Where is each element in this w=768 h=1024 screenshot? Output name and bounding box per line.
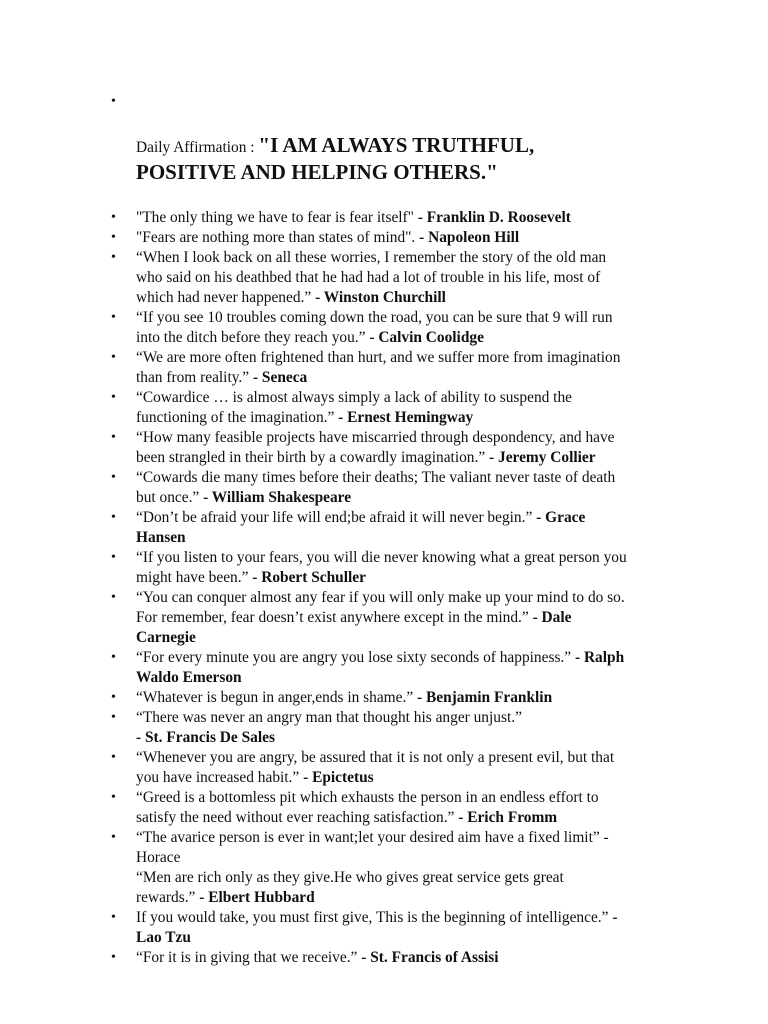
quote-text: “Greed is a bottomless pit which exhausts the person in an endless effort to satisfy the need without ever reaching satisfaction.” — [136, 789, 599, 826]
quote-text: “If you listen to your fears, you will die never knowing what a great person you might have been.” — [136, 549, 627, 586]
quote-author: - Erich Fromm — [458, 809, 558, 826]
quote-item — [0, 308, 708, 348]
quote-text: “The avarice person is ever in want;let your desired aim have a fixed limit” - Horace “Men are rich only as they give.He who gives great service gets great rewards.” — [136, 829, 609, 906]
bullet-icon: • — [111, 350, 116, 365]
bullet-icon: • — [111, 710, 116, 725]
bullet-icon: • — [111, 750, 116, 765]
bullet-icon: • — [111, 310, 116, 325]
quote-item — [0, 648, 708, 688]
quote-text: “For it is in giving that we receive.” — [136, 949, 362, 966]
quote-item — [0, 708, 708, 748]
quote-item — [0, 208, 708, 228]
quote-text: “When I look back on all these worries, I remember the story of the old man who said on his deathbed that he had had a lot of trouble in his life, most of which had never happened.” — [136, 249, 607, 306]
bullet-icon: • — [111, 830, 116, 845]
quote-author: - Epictetus — [303, 769, 374, 786]
quote-item — [0, 588, 708, 648]
bullet-icon: • — [111, 790, 116, 805]
quote-text: “Cowardice … is almost always simply a lack of ability to suspend the functioning of the imagination.” — [136, 389, 572, 426]
quote-author: - Franklin D. Roosevelt — [417, 209, 571, 226]
quote-author: - Napoleon Hill — [419, 229, 520, 246]
bullet-icon: • — [111, 430, 116, 445]
quote-author: - William Shakespeare — [203, 489, 352, 506]
quote-item — [0, 788, 708, 828]
daily-affirmation-item — [0, 92, 708, 206]
bullet-icon: • — [111, 250, 116, 265]
bullet-icon: • — [111, 94, 116, 109]
quote-text: “How many feasible projects have miscarried through despondency, and have been strangled in their birth by a cowardly imagination.” — [136, 429, 615, 466]
bullet-icon: • — [111, 650, 116, 665]
quote-item — [0, 428, 708, 468]
quote-item — [0, 348, 708, 388]
bullet-icon: • — [111, 550, 116, 565]
bullet-icon: • — [111, 950, 116, 965]
quote-text: “We are more often frightened than hurt, and we suffer more from imagination than from reality.” — [136, 349, 621, 386]
bullet-icon: • — [111, 230, 116, 245]
quote-author: - Robert Schuller — [252, 569, 366, 586]
quote-text: “Whatever is begun in anger,ends in shame.” — [136, 689, 418, 706]
quote-item — [0, 828, 708, 908]
quote-author: - Seneca — [252, 369, 308, 386]
quote-item — [0, 688, 708, 708]
quote-text: “You can conquer almost any fear if you will only make up your mind to do so. For remember, fear doesn’t exist anywhere except in the mind.” — [136, 589, 625, 626]
quote-item — [0, 948, 708, 968]
quote-text: "Fears are nothing more than states of mind". — [136, 229, 420, 246]
quote-author: - Lao Tzu — [136, 909, 618, 946]
quote-author: - Grace Hansen — [136, 509, 586, 546]
quote-item — [0, 228, 708, 248]
quote-author: - Winston Churchill — [315, 289, 446, 306]
quote-item — [0, 388, 708, 428]
quote-text: “Cowards die many times before their deaths; The valiant never taste of death but once.” — [136, 469, 616, 506]
affirmation-text-line1: "I AM ALWAYS TRUTHFUL, — [258, 133, 535, 157]
quote-text: “If you see 10 troubles coming down the road, you can be sure that 9 will run into the ditch before they reach you.” — [136, 309, 613, 346]
bullet-icon: • — [111, 690, 116, 705]
bullet-icon: • — [111, 910, 116, 925]
quote-author: - Ernest Hemingway — [338, 409, 474, 426]
quote-item — [0, 508, 708, 548]
quote-text: If you would take, you must first give, This is the beginning of intelligence.” — [136, 909, 613, 926]
quote-text: “There was never an angry man that thought his anger unjust.” — [136, 709, 522, 726]
quote-author: - Elbert Hubbard — [199, 889, 315, 906]
bullet-icon: • — [111, 510, 116, 525]
bullet-icon: • — [111, 390, 116, 405]
quote-author: - Dale Carnegie — [136, 609, 572, 646]
quote-author: - Benjamin Franklin — [417, 689, 553, 706]
quote-text: “Don’t be afraid your life will end;be afraid it will never begin.” — [136, 509, 537, 526]
quote-item — [0, 248, 708, 308]
quote-author: - St. Francis of Assisi — [361, 949, 499, 966]
quote-item — [0, 548, 708, 588]
quote-author: - Jeremy Collier — [489, 449, 596, 466]
affirmation-label: Daily Affirmation : — [136, 139, 259, 156]
bullet-icon: • — [111, 590, 116, 605]
quote-item — [0, 748, 708, 788]
quote-author: - Calvin Coolidge — [369, 329, 484, 346]
affirmation-text-line2: POSITIVE AND HELPING OTHERS." — [136, 160, 498, 184]
quote-item — [0, 468, 708, 508]
quote-text: “For every minute you are angry you lose sixty seconds of happiness.” — [136, 649, 575, 666]
quote-list — [0, 92, 708, 968]
quote-author: - St. Francis De Sales — [136, 729, 275, 746]
quote-text: “Whenever you are angry, be assured that it is not only a present evil, but that you have increased habit.” — [136, 749, 615, 786]
bullet-icon: • — [111, 470, 116, 485]
quote-text: "The only thing we have to fear is fear itself" — [136, 209, 418, 226]
bullet-icon: • — [111, 210, 116, 225]
quote-author: - Ralph Waldo Emerson — [136, 649, 625, 686]
quote-item — [0, 908, 708, 948]
